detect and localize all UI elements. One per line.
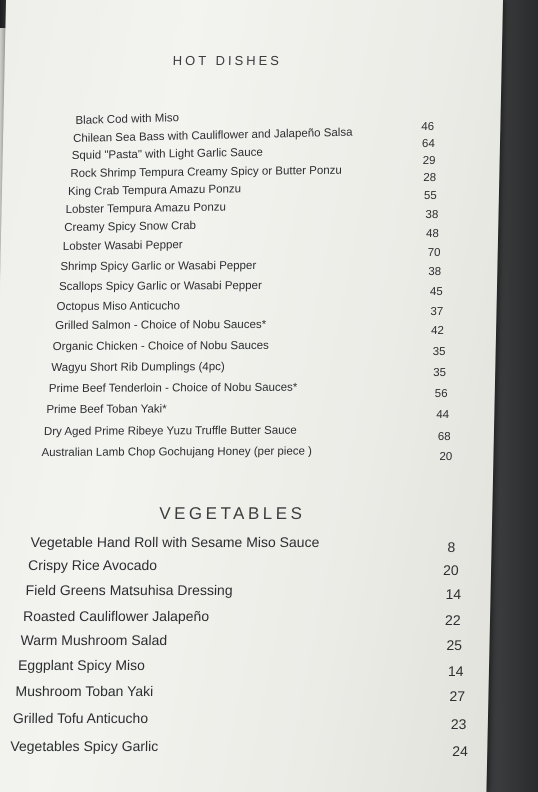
hot-dishes-item-price: 35 (432, 346, 446, 358)
hot-dishes-item-name: Lobster Tempura Amazu Ponzu (65, 201, 226, 216)
hot-dishes-item-name: Creamy Spicy Snow Crab (64, 219, 196, 234)
hot-dishes-item-price: 42 (430, 325, 444, 337)
hot-dishes-item-price: 44 (436, 409, 450, 421)
vegetables-item-name: Eggplant Spicy Miso (17, 657, 146, 673)
section-title-hot-dishes: HOT DISHES (172, 53, 283, 68)
hot-dishes-item-name: King Crab Tempura Amazu Ponzu (67, 183, 242, 198)
hot-dishes-item-name: Prime Beef Toban Yaki* (46, 403, 167, 416)
vegetables-item-price: 27 (449, 688, 466, 704)
vegetables-item-price: 8 (447, 539, 456, 555)
hot-dishes-item-price: 20 (439, 451, 453, 463)
hot-dishes-item-name: Octopus Miso Anticucho (56, 300, 181, 313)
vegetables-item-name: Warm Mushroom Salad (20, 632, 168, 648)
hot-dishes-item-price: 37 (430, 306, 444, 318)
vegetables-item-price: 22 (444, 612, 461, 628)
hot-dishes-item-name: Grilled Salmon - Choice of Nobu Sauces* (55, 318, 267, 332)
hot-dishes-item-price: 29 (422, 155, 436, 167)
hot-dishes-item-price: 38 (425, 209, 439, 221)
vegetables-item-price: 24 (452, 743, 469, 759)
hot-dishes-item-price: 48 (425, 228, 440, 240)
vegetables-item-name: Vegetable Hand Roll with Sesame Miso Sauce (30, 534, 320, 550)
hot-dishes-item-name: Black Cod with Miso (75, 112, 180, 127)
vegetables-item-price: 23 (450, 716, 467, 732)
hot-dishes-item-price: 68 (437, 431, 451, 443)
hot-dishes-item-name: Rock Shrimp Tempura Creamy Spicy or Butter Ponzu (70, 164, 342, 180)
hot-dishes-item-name: Prime Beef Tenderloin - Choice of Nobu Sauces* (48, 381, 298, 395)
vegetables-item-price: 14 (447, 663, 464, 679)
hot-dishes-item-name: Dry Aged Prime Ribeye Yuzu Truffle Butter Sauce (43, 424, 297, 438)
hot-dishes-item-name: Organic Chicken - Choice of Nobu Sauces (52, 339, 269, 353)
hot-dishes-item-price: 70 (427, 247, 441, 259)
hot-dishes-item-price: 55 (423, 190, 437, 202)
vegetables-item-name: Grilled Tofu Anticucho (12, 710, 149, 726)
vegetables-item-name: Vegetables Spicy Garlic (10, 738, 159, 754)
hot-dishes-item-name: Australian Lamb Chop Gochujang Honey (per piece ) (41, 445, 313, 459)
hot-dishes-item-name: Lobster Wasabi Pepper (62, 239, 183, 253)
hot-dishes-item-price: 35 (433, 367, 447, 379)
vegetables-item-name: Mushroom Toban Yaki (15, 683, 154, 699)
vegetables-item-name: Roasted Cauliflower Jalapeño (22, 608, 210, 624)
vegetables-item-name: Crispy Rice Avocado (27, 557, 158, 573)
hot-dishes-item-price: 38 (428, 266, 442, 278)
hot-dishes-item-price: 56 (434, 388, 448, 400)
vegetables-item-price: 20 (442, 562, 459, 578)
section-title-vegetables: VEGETABLES (159, 504, 306, 523)
vegetables-item-price: 14 (445, 586, 462, 602)
hot-dishes-item-name: Wagyu Short Rib Dumplings (4pc) (51, 361, 225, 374)
hot-dishes-item-price: 46 (421, 121, 435, 133)
vegetables-item-price: 25 (446, 637, 463, 653)
hot-dishes-item-price: 28 (423, 172, 437, 184)
hot-dishes-item-name: Scallops Spicy Garlic or Wasabi Pepper (58, 279, 262, 293)
vegetables-item-name: Field Greens Matsuhisa Dressing (25, 582, 233, 598)
hot-dishes-item-name: Squid "Pasta" with Light Garlic Sauce (71, 146, 263, 162)
hot-dishes-item-name: Shrimp Spicy Garlic or Wasabi Pepper (60, 259, 257, 273)
hot-dishes-item-price: 45 (429, 286, 443, 298)
hot-dishes-item-name: Chilean Sea Bass with Cauliflower and Jalapeño Salsa (73, 126, 353, 145)
hot-dishes-item-price: 64 (421, 138, 435, 150)
